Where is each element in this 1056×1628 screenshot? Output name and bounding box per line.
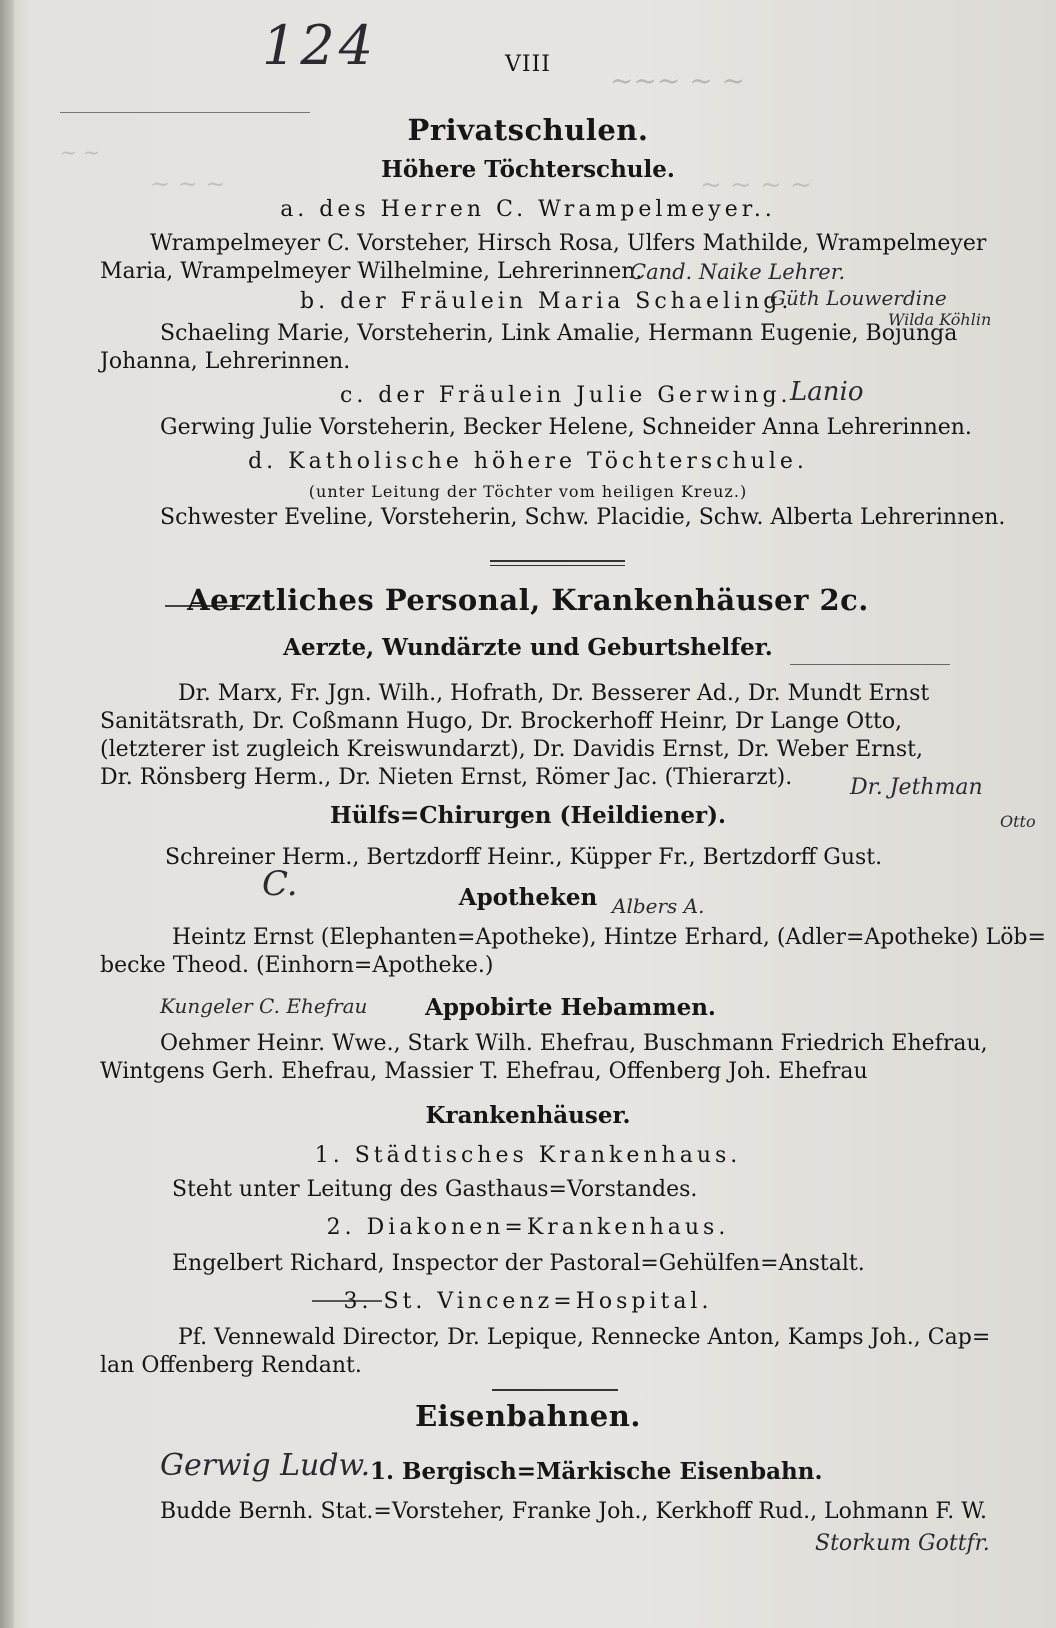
text-krankenhaus-2: Engelbert Richard, Inspector der Pastoral=Gehülfen=Anstalt. xyxy=(172,1251,865,1276)
text-aerzte-1: Dr. Marx, Fr. Jgn. Wilh., Hofrath, Dr. Besserer Ad., Dr. Mundt Ernst xyxy=(178,681,930,706)
heading-a: a. des Herren C. Wrampelmeyer.. xyxy=(280,197,776,222)
handwritten-note-eisenbahnen-2: Storkum Gottfr. xyxy=(815,1531,990,1556)
section-divider xyxy=(492,1389,618,1391)
faint-bleed-through: ~ ~ ~ ~ xyxy=(700,170,812,200)
faint-bleed-through: ~ ~ xyxy=(60,140,100,164)
text-c: Gerwing Julie Vorsteherin, Becker Helene, Schneider Anna Lehrerinnen. xyxy=(160,415,972,440)
text-hebammen-2: Wintgens Gerh. Ehefrau, Massier T. Ehefrau, Offenberg Joh. Ehefrau xyxy=(100,1059,868,1084)
section-title-eisenbahnen: Eisenbahnen. xyxy=(415,1399,641,1433)
text-hebammen-1: Oehmer Heinr. Wwe., Stark Wilh. Ehefrau, Buschmann Friedrich Ehefrau, xyxy=(160,1031,988,1056)
subheading-d: (unter Leitung der Töchter vom heiligen Kreuz.) xyxy=(308,482,748,501)
section-divider xyxy=(490,560,625,566)
text-aerzte-2: Sanitätsrath, Dr. Coßmann Hugo, Dr. Brockerhoff Heinr, Dr Lange Otto, xyxy=(100,709,903,734)
handwritten-note-apotheken: Albers A. xyxy=(612,894,705,918)
handwritten-note-eisenbahnen: Gerwig Ludw. xyxy=(160,1448,371,1483)
heading-b: b. der Fräulein Maria Schaeling. xyxy=(300,289,793,314)
faint-bleed-through: ~ ~ ~ xyxy=(150,170,226,198)
text-a-1: Wrampelmeyer C. Vorsteher, Hirsch Rosa, Ulfers Mathilde, Wrampelmeyer xyxy=(150,231,987,256)
text-aerzte-4: Dr. Rönsberg Herm., Dr. Nieten Ernst, Römer Jac. (Thierarzt). xyxy=(100,765,793,790)
handwritten-note-c: Lanio xyxy=(790,377,864,407)
subtitle-apotheken: Apotheken xyxy=(458,884,598,911)
handwritten-note-a: Cand. Naike Lehrer. xyxy=(630,260,846,284)
handwritten-folio-number: 124 xyxy=(262,14,378,77)
text-krankenhaus-3-1: Pf. Vennewald Director, Dr. Lepique, Rennecke Anton, Kamps Joh., Cap= xyxy=(178,1325,991,1350)
text-krankenhaus-3-2: lan Offenberg Rendant. xyxy=(100,1353,362,1378)
handwritten-note-aerzte: Dr. Jethman xyxy=(850,775,983,800)
subtitle-aerzte: Aerzte, Wundärzte und Geburtshelfer. xyxy=(283,634,773,661)
heading-c: c. der Fräulein Julie Gerwing. xyxy=(340,383,792,408)
text-a-2: Maria, Wrampelmeyer Wilhelmine, Lehrerinnen. xyxy=(100,259,643,284)
handwritten-note-aerzte-2: Otto xyxy=(1000,812,1036,831)
heading-eisenbahn-1: 1. Bergisch=Märkische Eisenbahn. xyxy=(370,1458,823,1485)
subtitle-hoehere-toechterschule: Höhere Töchterschule. xyxy=(381,156,675,183)
faint-bleed-through: ~~~ ~ ~ xyxy=(610,64,746,97)
text-b-1: Schaeling Marie, Vorsteherin, Link Amalie, Hermann Eugenie, Bojunga xyxy=(160,321,958,346)
pencil-line xyxy=(60,112,310,113)
heading-d: d. Katholische höhere Töchterschule. xyxy=(248,449,808,474)
text-apotheken-1: Heintz Ernst (Elephanten=Apotheke), Hintze Erhard, (Adler=Apotheke) Löb= xyxy=(172,925,1046,950)
text-krankenhaus-1: Steht unter Leitung des Gasthaus=Vorstandes. xyxy=(172,1177,698,1202)
subtitle-krankenhaeuser: Krankenhäuser. xyxy=(425,1102,631,1129)
subtitle-hebammen: Appobirte Hebammen. xyxy=(425,994,716,1021)
handwritten-note-b-2: Wilda Köhlin xyxy=(888,310,992,329)
heading-krankenhaus-2: 2. Diakonen=Krankenhaus. xyxy=(326,1215,730,1240)
handwritten-note-b: Güth Louwerdine xyxy=(770,286,947,310)
handwritten-note-hebammen: Kungeler C. Ehefrau xyxy=(160,994,368,1018)
section-title-aerztliches-personal: Aerztliches Personal, Krankenhäuser 2c. xyxy=(187,583,869,617)
text-apotheken-2: becke Theod. (Einhorn=Apotheke.) xyxy=(100,953,494,978)
pencil-line xyxy=(790,664,950,665)
text-huelfs: Schreiner Herm., Bertzdorff Heinr., Küpper Fr., Bertzdorff Gust. xyxy=(165,845,883,870)
subtitle-huelfs-chirurgen: Hülfs=Chirurgen (Heildiener). xyxy=(329,802,726,829)
section-title-privatschulen: Privatschulen. xyxy=(407,113,649,147)
page-roman-number: VIII xyxy=(505,52,551,77)
text-eisenbahn: Budde Bernh. Stat.=Vorsteher, Franke Joh., Kerkhoff Rud., Lohmann F. W. xyxy=(160,1499,987,1524)
text-d: Schwester Eveline, Vorsteherin, Schw. Placidie, Schw. Alberta Lehrerinnen. xyxy=(160,505,1006,530)
text-b-2: Johanna, Lehrerinnen. xyxy=(100,349,351,374)
handwritten-note-apotheken-2: C. xyxy=(262,864,298,904)
heading-krankenhaus-3: 3. St. Vincenz=Hospital. xyxy=(343,1289,713,1314)
text-aerzte-3: (letzterer ist zugleich Kreiswundarzt), Dr. Davidis Ernst, Dr. Weber Ernst, xyxy=(100,737,923,762)
heading-krankenhaus-1: 1. Städtisches Krankenhaus. xyxy=(314,1143,742,1168)
